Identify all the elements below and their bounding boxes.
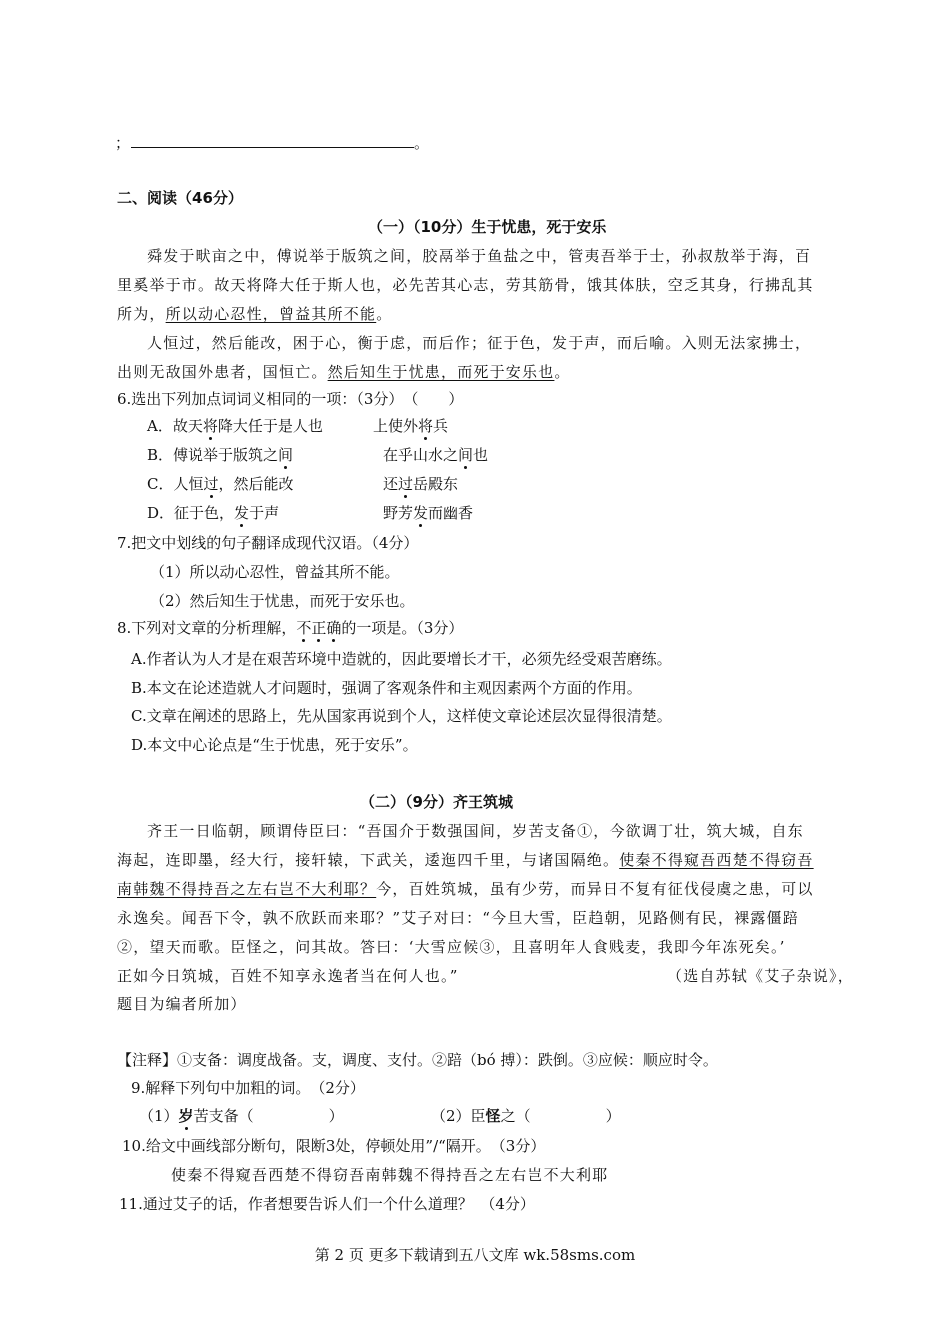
passage2-line: 海起，连即墨，经大行，接轩辕，下武关，逶迤四千里，与诸国隔绝。使秦不得窥吾西楚不得窃吾 <box>117 851 814 869</box>
answer-blank-line[interactable] <box>131 147 414 148</box>
underlined-sentence-1: 所以动心忍性，曾益其所不能 <box>165 305 377 323</box>
q7-item: （1）所以动心忍性，曾益其所不能。 <box>150 563 400 581</box>
question-10-stem: 10.给文中画线部分断句，限断3处，停顿处用”/“隔开。 （3分） <box>122 1137 546 1155</box>
passage2-source-note: 题目为编者所加） <box>117 995 247 1013</box>
q8-option-b[interactable]: B.本文在论述造就人才问题时，强调了客观条件和主观因素两个方面的作用。 <box>131 679 642 697</box>
answer-semicolon: ； <box>115 134 131 152</box>
question-7-stem: 7.把文中划线的句子翻译成现代汉语。（4分） <box>117 534 419 552</box>
passage2-line: ②，望天而歌。臣怪之，问其故。答曰：‘大雪应候③，且喜明年人食贱麦，我即今年冻死矣。’ <box>117 938 786 956</box>
passage1-line: 人恒过，然后能改，困于心，衡于虑，而后作；征于色，发于声，而后喻。入则无法家拂士， <box>147 334 812 352</box>
passage1-line: 所为，所以动心忍性，曾益其所不能。 <box>117 305 393 323</box>
page-footer: 第 2 页 更多下载请到五八文库 wk.58sms.com <box>314 1246 636 1264</box>
q7-item: （2）然后知生于忧患，而死于安乐也。 <box>150 592 415 610</box>
passage1-line: 舜发于畎亩之中，傅说举于版筑之间，胶鬲举于鱼盐之中，管夷吾举于士，孙叔敖举于海，百 <box>147 247 812 265</box>
q6-option-a[interactable]: A．故天将降大任于是人也 <box>147 417 323 435</box>
passage1-title: （一）（10分）生于忧患，死于安乐 <box>368 218 607 236</box>
q6-option-c-pair: 还过岳殿东 <box>383 475 459 493</box>
q8-option-c[interactable]: C.文章在阐述的思路上，先从国家再说到个人，这样使文章论述层次显得很清楚。 <box>131 707 672 725</box>
passage2-line: 南韩魏不得持吾之左右岂不大利耶？今，百姓筑城，虽有少劳，而异日不复有征伐侵虞之患，可以 <box>117 880 814 898</box>
passage1-line: 出则无敌国外患者，国恒亡。然后知生于忧患，而死于安乐也。 <box>117 363 571 381</box>
q6-option-c[interactable]: C．人恒过，然后能改 <box>147 475 294 493</box>
passage2-source: （选自苏轼《艾子杂说》， <box>667 967 854 985</box>
answer-period: 。 <box>414 134 430 152</box>
passage1-line: 里奚举于市。故天将降大任于斯人也，必先苦其心志，劳其筋骨，饿其体肤，空乏其身，行拂乱其 <box>117 276 814 294</box>
underlined-sentence-2: 然后知生于忧患，而死于安乐也 <box>327 363 555 381</box>
passage2-line: 正如今日筑城，百姓不知享永逸者当在何人也。” <box>117 967 459 985</box>
q6-option-b-pair: 在乎山水之间也 <box>383 446 489 464</box>
q6-option-b[interactable]: B．傅说举于版筑之间 <box>147 446 294 464</box>
q10-sentence: 使秦不得窥吾西楚不得窃吾南韩魏不得持吾之左右岂不大利耶 <box>171 1166 609 1184</box>
underlined-passage-part2: 南韩魏不得持吾之左右岂不大利耶？ <box>117 880 377 898</box>
question-9-stem: 9.解释下列句中加粗的词。 （2分） <box>131 1079 365 1097</box>
underlined-passage-part1: 使秦不得窥吾西楚不得窃吾 <box>619 851 814 869</box>
section-title: 二、阅读（46分） <box>117 189 243 207</box>
q6-option-a-pair: 上使外将兵 <box>373 417 449 435</box>
q6-option-d-pair: 野芳发而幽香 <box>383 504 474 522</box>
q8-option-d[interactable]: D.本文中心论点是“生于忧患，死于安乐”。 <box>131 736 418 754</box>
q9-item-1[interactable]: （1）岁苦支备（ ） <box>139 1107 344 1125</box>
q8-option-a[interactable]: A.作者认为人才是在艰苦环境中造就的，因此要增长才干，必须先经受艰苦磨练。 <box>131 650 672 668</box>
question-8-stem: 8.下列对文章的分析理解，不正确的一项是。（3分） <box>117 619 464 637</box>
passage2-line: 齐王一日临朝，顾谓侍臣曰：“吾国介于数强国间，岁苦支备①，今欲调丁壮，筑大城，自东 <box>147 822 804 840</box>
q9-item-2[interactable]: （2）臣怪之（ ） <box>431 1107 621 1125</box>
question-11-stem: 11.通过艾子的话，作者想要告诉人们一个什么道理？ （4分） <box>119 1195 535 1213</box>
annotation-note: 【注释】①支备：调度战备。支，调度、支付。②踣（bó 搏）：跌倒。③应候：顺应时令。 <box>117 1051 718 1069</box>
q6-option-d[interactable]: D．征于色，发于声 <box>147 504 280 522</box>
passage2-line: 永逸矣。闻吾下令，孰不欣跃而来耶？”艾子对曰：“今旦大雪，臣趋朝，见路侧有民，裸露僵踣 <box>117 909 799 927</box>
question-6-stem: 6.选出下列加点词词义相同的一项：（3分） （ ） <box>117 390 464 408</box>
passage2-title: （二）（9分）齐王筑城 <box>360 793 513 811</box>
